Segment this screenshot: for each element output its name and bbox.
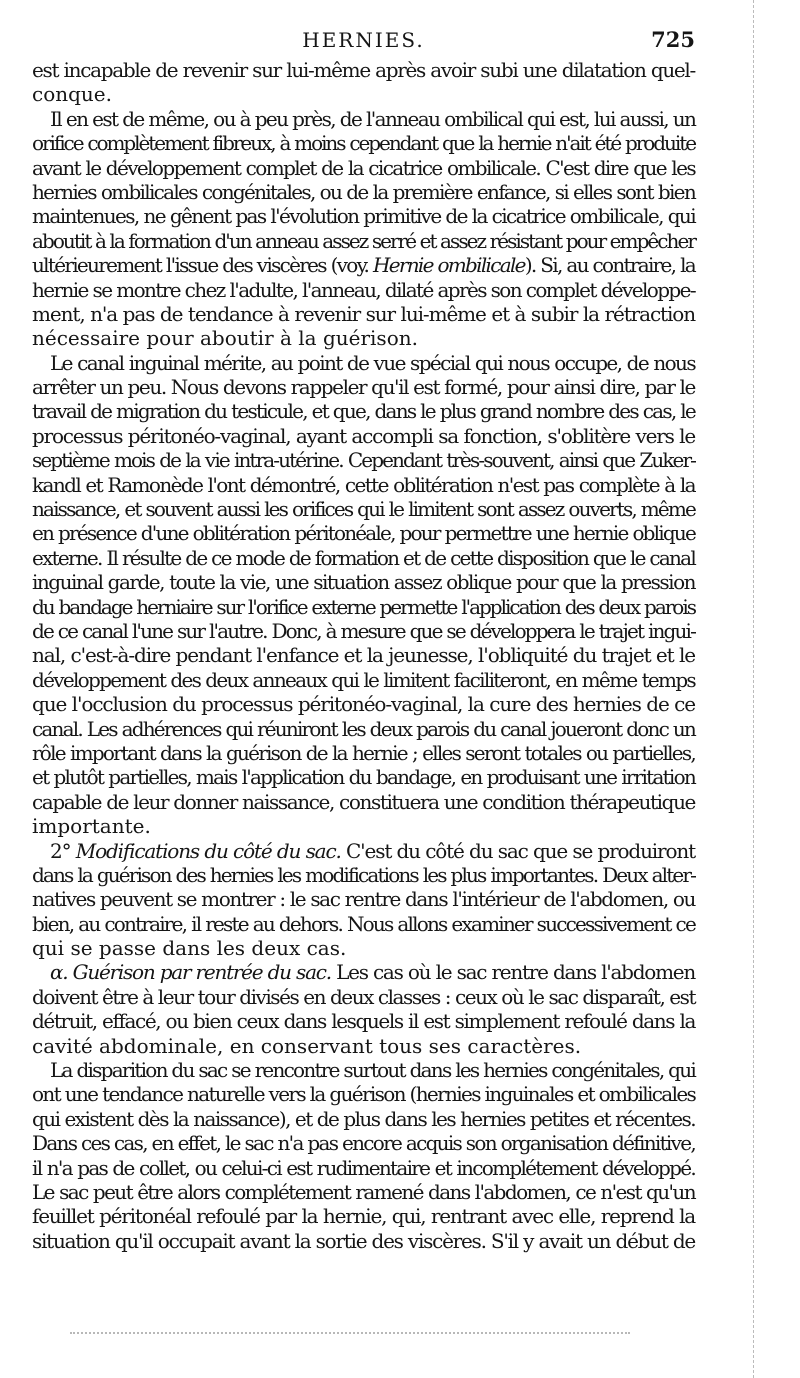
text-line: avant le développement complet de la cicatrice ombilicale. C'est dire que les [32,155,695,180]
text-line: détruit, effacé, ou bien ceux dans lesquels il est simplement refoulé dans la [32,1009,695,1034]
text-line: rôle important dans la guérison de la hernie ; elles seront totales ou partielles, [32,740,695,765]
text-line: situation qu'il occupait avant la sortie des viscères. S'il y avait un début de [32,1228,695,1253]
text-line: du bandage herniaire sur l'orifice externe permette l'application des deux parois [32,594,695,619]
text-line: bien, au contraire, il reste au dehors. Nous allons examiner successivement ce [32,911,695,936]
text-line: Il en est de même, ou à peu près, de l'anneau ombilical qui est, lui aussi, un [50,106,696,131]
text-line: ultérieurement l'issue des viscères (voy. Hernie ombilicale). Si, au contraire, la [32,253,695,278]
text-line: orifice complètement fibreux, à moins cependant que la hernie n'ait été produite [32,131,695,156]
text-line: qui existent dès la naissance), et de plus dans les hernies petites et récentes. [32,1106,695,1131]
text-line: de ce canal l'une sur l'autre. Donc, à mesure que se développera le trajet ingui- [32,618,695,643]
text-line: natives peuvent se montrer : le sac rentre dans l'intérieur de l'abdomen, ou [32,887,695,912]
running-title: HERNIES. [302,28,425,52]
text-line: naissance, et souvent aussi les orifices qui le limitent sont assez ouverts, même [32,497,695,522]
text-line: qui se passe dans les deux cas. [32,936,347,961]
text-line: hernie se montre chez l'adulte, l'anneau, dilaté après son complet développe- [32,277,696,302]
section-heading-line: 2° Modifications du côté du sac. C'est du côté du sac que se produiront [50,838,695,863]
text-line: hernies ombilicales congénitales, ou de la première enfance, si elles sont bien [32,179,695,204]
text-line: externe. Il résulte de ce mode de formation et de cette disposition que le canal [32,545,695,570]
text-line: inguinal garde, toute la vie, une situation assez oblique pour que la pression [32,570,695,595]
text-line: Dans ces cas, en effet, le sac n'a pas encore acquis son organisation définitive, [32,1131,695,1156]
text-line: processus péritonéo-vaginal, ayant accompli sa fonction, s'oblitère vers le [32,423,695,448]
text-line: nécessaire pour aboutir à la guérison. [32,326,418,351]
text-line: aboutit à la formation d'un anneau assez serré et assez résistant pour empêcher [32,228,695,253]
text-line: capable de leur donner naissance, constituera une condition thérapeutique [32,789,695,814]
text-line: est incapable de revenir sur lui-même après avoir subi une dilatation quel- [32,58,695,82]
text-line: Le canal inguinal mérite, au point de vue spécial qui nous occupe, de nous [50,350,695,375]
text-line: canal. Les adhérences qui réuniront les deux parois du canal joueront donc un [32,716,695,741]
subsection-heading: α. Guérison par rentrée du sac. [50,960,331,985]
text-line: développement des deux anneaux qui le limitent faciliteront, en même temps [32,667,695,692]
text-line: cavité abdominale, en conservant tous ses caractères. [32,1033,582,1058]
text-line: que l'occlusion du processus péritonéo-vaginal, la cure des hernies de ce [32,692,695,717]
text-line: doivent être à leur tour divisés en deux classes : ceux où le sac disparaît, est [32,984,696,1009]
page-edge-mark [753,0,754,1378]
scan-dots [70,1332,630,1338]
page-header [32,26,695,54]
text-line: et plutôt partielles, mais l'application du bandage, en produisant une irritation [32,765,695,790]
body-text [32,58,695,1253]
text-line: maintenues, ne gênent pas l'évolution primitive de la cicatrice ombilicale, qui [32,204,695,229]
text-line: ont une tendance naturelle vers la guérison (hernies inguinales et ombilicales [32,1082,696,1107]
text-line: nal, c'est-à-dire pendant l'enfance et la jeunesse, l'obliquité du trajet et le [32,643,695,668]
text-line: septième mois de la vie intra-utérine. Cependant très-souvent, ainsi que Zuker- [32,448,695,473]
text-line: travail de migration du testicule, et que, dans le plus grand nombre des cas, le [32,399,695,424]
text-line: Le sac peut être alors complétement ramené dans l'abdomen, ce n'est qu'un [32,1179,695,1204]
text-line: La disparition du sac se rencontre surtout dans les hernies congénitales, qui [50,1058,695,1083]
italic-reference: Hernie ombilicale [372,253,525,278]
text-line: conque. [32,82,112,107]
text-line: kandl et Ramonède l'ont démontré, cette oblitération n'est pas complète à la [32,472,695,497]
text-line: en présence d'une oblitération péritonéale, pour permettre une hernie oblique [32,521,695,546]
text-line: ment, n'a pas de tendance à revenir sur lui-même et à subir la rétraction [32,301,695,326]
page-number: 725 [651,27,695,52]
text-line: arrêter un peu. Nous devons rappeler qu'il est formé, pour ainsi dire, par le [32,375,695,400]
text-line: importante. [32,814,151,839]
subsection-heading-line: α. Guérison par rentrée du sac. Les cas où le sac rentre dans l'abdomen [50,960,696,985]
text-line: feuillet péritonéal refoulé par la hernie, qui, rentrant avec elle, reprend la [32,1204,695,1229]
text-line: dans la guérison des hernies les modifications les plus importantes. Deux alter- [32,862,695,887]
section-heading: Modifications du côté du sac. [75,838,341,863]
text-line: il n'a pas de collet, ou celui-ci est rudimentaire et incomplétement développé. [32,1155,695,1180]
